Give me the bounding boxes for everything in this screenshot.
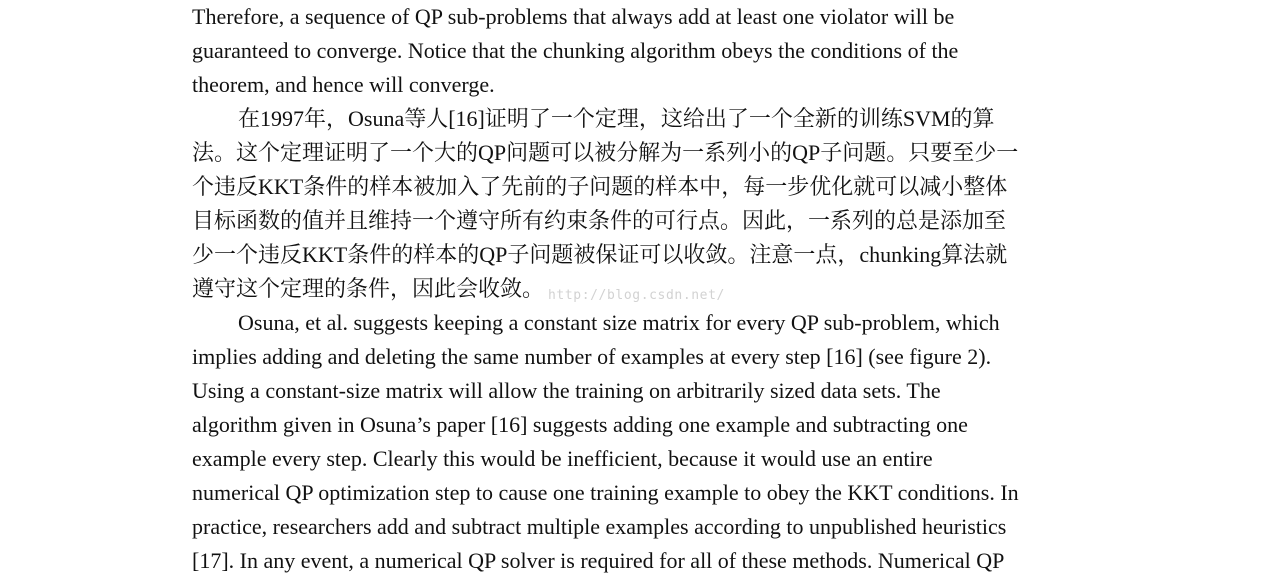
text-line: implies adding and deleting the same number of examples at every step [16] (see figure 2).	[192, 344, 992, 369]
text-line: 个违反KKT条件的样本被加入了先前的子问题的样本中，每一步优化就可以减小整体	[192, 174, 1008, 199]
text-line: 目标函数的值并且维持一个遵守所有约束条件的可行点。因此，一系列的总是添加至	[192, 208, 1007, 233]
text-line: example every step. Clearly this would be inefficient, because it would use an entire	[192, 446, 933, 471]
watermark-text: http://blog.csdn.net/	[548, 288, 725, 303]
text-line: theorem, and hence will converge.	[192, 72, 495, 97]
text-line: 遵守这个定理的条件，因此会收敛。	[192, 276, 545, 301]
text-line: [17]. In any event, a numerical QP solver is required for all of these methods. Numerical QP	[192, 548, 1005, 573]
text-line: 少一个违反KKT条件的样本的QP子问题被保证可以收敛。注意一点，chunking算法就	[192, 242, 1008, 267]
text-line: Therefore, a sequence of QP sub-problems that always add at least one violator will be	[192, 4, 955, 29]
text-line: Using a constant-size matrix will allow the training on arbitrarily sized data sets. The	[192, 378, 941, 403]
text-line: 在1997年，Osuna等人[16]证明了一个定理，这给出了一个全新的训练SVM的算	[238, 106, 995, 131]
text-line: guaranteed to converge. Notice that the chunking algorithm obeys the conditions of the	[192, 38, 959, 63]
text-line: Osuna, et al. suggests keeping a constant size matrix for every QP sub-problem, which	[238, 310, 1000, 335]
text-line: practice, researchers add and subtract multiple examples according to unpublished heuristics	[192, 514, 1007, 539]
text-line: algorithm given in Osuna’s paper [16] suggests adding one example and subtracting one	[192, 412, 968, 437]
text-line: 法。这个定理证明了一个大的QP问题可以被分解为一系列小的QP子问题。只要至少一	[192, 140, 1019, 165]
text-line: numerical QP optimization step to cause one training example to obey the KKT conditions. In	[192, 480, 1019, 505]
